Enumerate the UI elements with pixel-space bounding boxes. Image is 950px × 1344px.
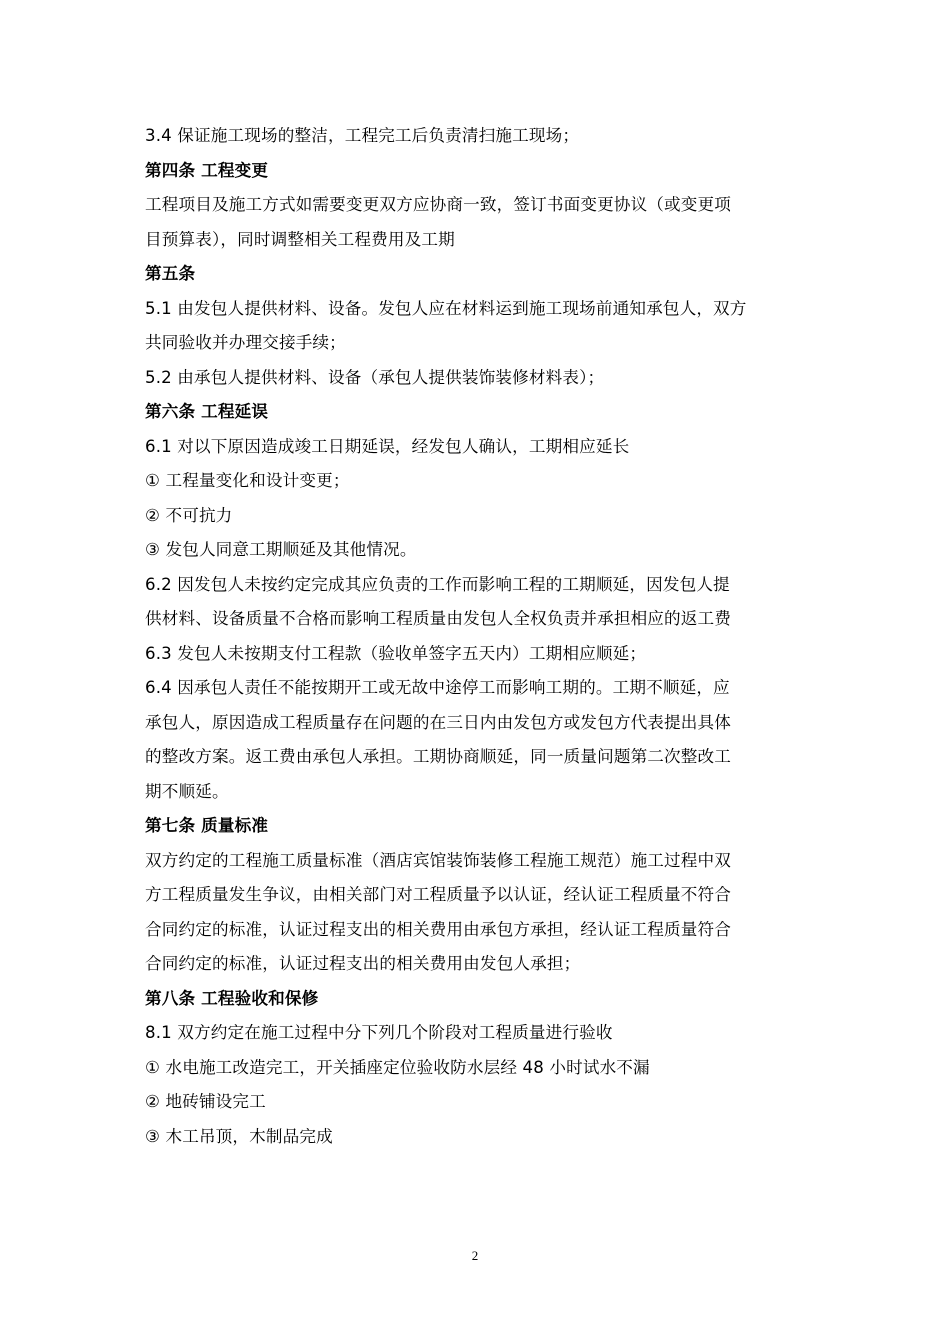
paragraph-line: 供材料、设备质量不合格而影响工程质量由发包人全权负责并承担相应的返工费 (145, 609, 732, 628)
paragraph-line: 6.2 因发包人未按约定完成其应负责的工作而影响工程的工期顺延，因发包人提 (145, 574, 730, 594)
section-heading: 第六条 工程延误 (145, 402, 269, 421)
paragraph-line: 3.4 保证施工现场的整洁，工程完工后负责清扫施工现场； (145, 126, 580, 145)
paragraph-line: 合同约定的标准，认证过程支出的相关费用由发包人承担； (145, 954, 581, 973)
document-body (145, 119, 810, 1154)
paragraph-line: 5.2 由承包人提供材料、设备（承包人提供装饰装修材料表）； (145, 367, 605, 387)
section-heading: 第四条 工程变更 (145, 160, 269, 180)
paragraph-line: ① 水电施工改造完工，开关插座定位验收防水层经 48 小时试水不漏 (145, 1057, 650, 1077)
paragraph-line: 目预算表），同时调整相关工程费用及工期 (145, 229, 455, 249)
paragraph-line: 工程项目及施工方式如需要变更双方应协商一致，签订书面变更协议（或变更项 (145, 195, 732, 214)
paragraph-line: 8.1 双方约定在施工过程中分下列几个阶段对工程质量进行验收 (145, 1023, 613, 1042)
page-number: 2 (471, 1248, 479, 1263)
paragraph-line: 5.1 由发包人提供材料、设备。发包人应在材料运到施工现场前通知承包人，双方 (145, 298, 747, 318)
paragraph-line: 6.3 发包人未按期支付工程款（验收单签字五天内）工期相应顺延； (145, 643, 647, 663)
paragraph-line: 方工程质量发生争议，由相关部门对工程质量予以认证，经认证工程质量不符合 (145, 885, 732, 904)
paragraph-line: 的整改方案。返工费由承包人承担。工期协商顺延，同一质量问题第二次整改工 (145, 747, 732, 766)
paragraph-line: ② 地砖铺设完工 (145, 1092, 266, 1111)
paragraph-line: 6.4 因承包人责任不能按期开工或无故中途停工而影响工期的。工期不顺延，应 (145, 678, 730, 697)
section-heading: 第八条 工程验收和保修 (145, 988, 319, 1008)
paragraph-line: 期不顺延。 (145, 781, 229, 801)
paragraph-line: ③ 木工吊顶，木制品完成 (145, 1126, 333, 1146)
paragraph-line: 双方约定的工程施工质量标准（酒店宾馆装饰装修工程施工规范）施工过程中双 (145, 850, 732, 870)
paragraph-line: 合同约定的标准，认证过程支出的相关费用由承包方承担，经认证工程质量符合 (145, 919, 732, 939)
paragraph-line: 承包人，原因造成工程质量存在问题的在三日内由发包方或发包方代表提出具体 (145, 712, 732, 732)
paragraph-line: 6.1 对以下原因造成竣工日期延误，经发包人确认，工期相应延长 (145, 436, 630, 456)
section-heading: 第五条 (145, 264, 196, 283)
paragraph-line: ② 不可抗力 (145, 505, 233, 525)
paragraph-line: ③ 发包人同意工期顺延及其他情况。 (145, 540, 417, 559)
paragraph-line: 共同验收并办理交接手续； (145, 333, 346, 352)
paragraph-line: ① 工程量变化和设计变更； (145, 471, 350, 490)
section-heading: 第七条 质量标准 (145, 816, 269, 835)
